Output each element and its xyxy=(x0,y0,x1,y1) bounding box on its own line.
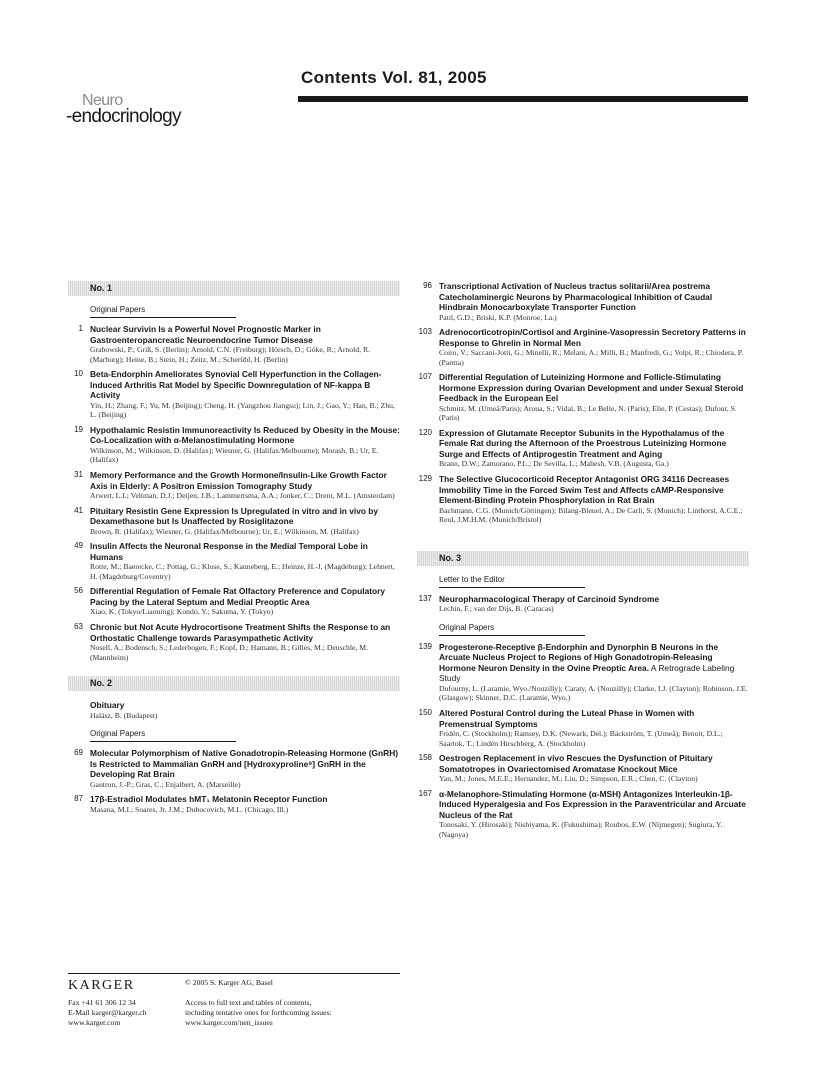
section-original-papers: Original Papers xyxy=(90,305,236,318)
toc-entry[interactable] xyxy=(417,281,749,322)
article-title: Expression of Glutamate Receptor Subunits in the Hypothalamus of the Female Rat during the Afternoon of the Proestrous Luteinizing Hormone Surge and Effects of Antiprogestin Treatment and Aging xyxy=(439,427,727,459)
article-authors: Grabowski, P.; Griß, S. (Berlin); Arnold, C.N. (Freiburg); Hörsch, D.; Göke, R.; Arnold, R. (Marburg); Heine, B.; Stein, H.; Zeitz, M.; Scherübl, H. (Berlin) xyxy=(90,345,371,364)
page-number: 1 xyxy=(78,324,83,333)
toc-entry[interactable] xyxy=(417,428,749,469)
article-authors: Yin, H.; Zhang, F.; Yu, M. (Beijing); Cheng, H. (Yangzhou Jiangsu); Lin, J.; Gao, Y.; Han, B.; Zhu, L. (Beijing) xyxy=(90,400,395,420)
toc-entry[interactable] xyxy=(68,541,400,581)
article-title: Obituary xyxy=(90,700,125,711)
toc-entry[interactable] xyxy=(68,470,400,501)
article-authors: Masana, M.I.; Soares, Jr. J.M.; Dubocovich, M.L. (Chicago, Ill.) xyxy=(90,804,289,814)
left-column xyxy=(68,281,400,820)
email-address[interactable]: E-Mail karger@karger.ch xyxy=(68,1007,147,1017)
toc-entry-obituary[interactable] xyxy=(68,700,400,720)
article-title: Neuropharmacological Therapy of Carcinoid Syndrome xyxy=(439,593,660,604)
publisher-logo: KARGER xyxy=(68,978,135,993)
copyright-notice: © 2005 S. Karger AG, Basel xyxy=(185,978,273,987)
page-title: Contents Vol. 81, 2005 xyxy=(301,68,487,87)
toc-entry[interactable] xyxy=(68,622,400,662)
toc-entry[interactable] xyxy=(68,586,400,617)
article-authors: Rotte, M.; Baerecke, C.; Pottag, G.; Klose, S.; Kanneberg, E.; Heinze, H.-J. (Magdeburg); Lehnert, H. (Magdeburg/Coventry) xyxy=(90,562,395,581)
issue-header-no3: No. 3 xyxy=(417,551,749,566)
article-authors: Patil, G.D.; Briski, K.P. (Monroe, La.) xyxy=(439,312,557,322)
article-authors: Brann, D.W.; Zamorano, P.L.; De Sevilla, L.; Mahesh, V.B. (Augusta, Ga.) xyxy=(439,459,669,469)
article-authors: Yan, M.; Jones, M.E.E.; Hernandez, M.; Liu, D.; Simpson, E.R.; Chen, C. (Clayton) xyxy=(439,774,698,784)
article-title: α-Melanophore-Stimulating Hormone (α-MSH) Antagonizes Interleukin-1β-Induced Hyperalgesia and Fos Expression in the Paraventricular and Arcuate Nucleus of the Rat xyxy=(439,788,746,820)
publisher-contact xyxy=(68,998,147,1027)
page-number: 103 xyxy=(418,327,432,337)
page-number: 56 xyxy=(74,586,83,596)
issue-header-no1: No. 1 xyxy=(68,281,400,296)
page-number: 137 xyxy=(418,593,432,603)
page-number: 31 xyxy=(74,470,83,480)
fax-number: Fax +41 61 306 12 34 xyxy=(68,998,136,1007)
article-title: Pituitary Resistin Gene Expression Is Upregulated in vitro and in vivo by Dexamethasone but Is Unaffected by Rosiglitazone xyxy=(90,505,379,527)
article-authors: Bachmann, C.G. (Munich/Göttingen); Bilang-Bleuel, A.; De Carli, S. (Munich); Linthorst, A.C.E.; Reul, J.M.H.M. (Munich/Bristol) xyxy=(439,505,743,525)
journal-logo xyxy=(66,93,181,126)
page-number: 107 xyxy=(418,372,432,382)
section-original-papers: Original Papers xyxy=(439,623,585,636)
logo-top: Neuro xyxy=(82,92,123,109)
page-number: 19 xyxy=(74,424,83,434)
page-number: 63 xyxy=(74,622,83,632)
toc-entry[interactable] xyxy=(68,506,400,537)
page-number: 158 xyxy=(418,753,432,763)
toc-entry[interactable] xyxy=(68,369,400,420)
page-number: 139 xyxy=(418,641,432,651)
toc-entry[interactable] xyxy=(68,324,400,364)
access-notice xyxy=(185,998,332,1027)
website-link[interactable]: www.karger.com xyxy=(68,1017,121,1027)
section-letter-to-editor: Letter to the Editor xyxy=(439,575,585,588)
toc-entry[interactable] xyxy=(417,327,749,367)
article-authors: Dufourny, L. (Laramie, Wyo./Nouzilly); Caraty, A. (Nouzilly); Clarke, I.J. (Clayton); Robinson, J.E. (Glasgow); Skinner, D.C. (Laramie, Wyo.) xyxy=(439,683,748,703)
access-url-link[interactable]: www.karger.com/nen_issues xyxy=(185,1017,273,1027)
logo-bottom: -endocrinology xyxy=(66,106,181,127)
toc-entry[interactable] xyxy=(417,372,749,423)
issue-header-no2: No. 2 xyxy=(68,676,400,691)
article-title xyxy=(439,642,749,684)
article-title: Memory Performance and the Growth Hormone/Insulin-Like Growth Factor Axis in Elderly: A Positron Emission Tomography Study xyxy=(90,470,387,491)
footer-rule xyxy=(68,973,400,974)
article-title: Beta-Endorphin Ameliorates Synovial Cell Hyperfunction in the Collagen-Induced Arthritis Rat Model by Specific Downregulation of NF-kappa B Activity xyxy=(90,369,382,401)
toc-entry[interactable] xyxy=(68,794,400,814)
article-authors: Gautron, J.-P.; Gras, C.; Enjalbert, A. (Marseille) xyxy=(90,779,241,789)
page-number: 129 xyxy=(418,474,432,484)
article-title: Differential Regulation of Female Rat Olfactory Preference and Copulatory Pacing by the Lateral Septum and Medial Preoptic Area xyxy=(90,586,386,607)
article-authors: Lechin, F.; van der Dijs, B. (Caracas) xyxy=(439,604,554,614)
article-title: Transcriptional Activation of Nucleus tractus solitarii/Area postrema Catecholaminergic Neurons by Pharmacological Inhibition of Caudal Hindbrain Monocarboxylate Transporter Function xyxy=(439,281,713,312)
toc-entry[interactable] xyxy=(417,474,749,525)
article-title: Nuclear Survivin Is a Powerful Novel Prognostic Marker in Gastroenteropancreatic Neuroendocrine Tumor Disease xyxy=(90,324,321,345)
article-title: 17β-Estradiol Modulates hMT₁ Melatonin Receptor Function xyxy=(90,794,328,805)
article-title: Altered Postural Control during the Luteal Phase in Women with Premenstrual Symptoms xyxy=(439,708,695,729)
page-number: 69 xyxy=(74,748,83,758)
page-number: 10 xyxy=(74,369,83,379)
toc-entry[interactable] xyxy=(68,748,400,789)
article-authors: Brown, R. (Halifax); Wiesner, G. (Halifax/Melbourne); Ur, E.; Wilkinson, M. (Halifax) xyxy=(90,526,359,536)
toc-entry[interactable] xyxy=(417,594,749,614)
article-authors: Wilkinson, M.; Wilkinson, D. (Halifax); Wiesner, G. (Halifax/Melbourne); Morash, B.; Ur, E. (Halifax) xyxy=(90,445,379,465)
page-number: 120 xyxy=(418,427,432,437)
article-authors: Fridén, C. (Stockholm); Ramsey, D.K. (Newark, Del.); Bäckström, T. (Umeå); Benoit, D.L.; Saartok, T.; Lindén Hirschberg, A. (Stockholm) xyxy=(439,729,723,748)
article-authors: Nosell, A.; Bodensch, S.; Lederbogen, F.; Kopf, D.; Hamann, B.; Gilles, M.; Deuschle, M. (Mannheim) xyxy=(90,643,369,662)
article-subtitle: A Retrograde Labeling Study xyxy=(439,662,735,684)
article-authors: Coiro, V.; Saccani-Jotti, G.; Minelli, R.; Melani, A.; Milli, B.; Manfredi, G.; Volpi, R.; Chiodera, P. (Parma) xyxy=(439,348,744,367)
page-number: 96 xyxy=(423,281,432,290)
article-title: Molecular Polymorphism of Native Gonadotropin-Releasing Hormone (GnRH) Is Restricted to Mammalian GnRH and [Hydroxyproline⁹] GnRH in the Developing Rat Brain xyxy=(90,748,399,780)
article-title: The Selective Glucocorticoid Receptor Antagonist ORG 34116 Decreases Immobility Time in the Forced Swim Test and Affects cAMP-Responsive Element-Binding Protein Phosphorylation in Rat Brain xyxy=(439,474,730,506)
access-line-1: Access to full text and tables of contents, xyxy=(185,998,312,1007)
article-authors: Tonosaki, Y. (Hirosaki); Nishiyama, K. (Fukushima); Roubos, E.W. (Nijmegen); Sugiura, Y. (Nagoya) xyxy=(439,820,723,839)
title-rule xyxy=(298,96,748,102)
article-authors: Arwert, L.I.; Veltman, D.J.; Deijen, J.B.; Lammertsma, A.A.; Jonker, C.; Drent, M.L. (Amsterdam) xyxy=(90,491,395,501)
article-authors: Schmitz, M. (Umeå/Paris); Aroua, S.; Vidal, B.; Le Belle, N. (Paris); Elie, P. (Cestas); Dufour, S. (Paris) xyxy=(439,403,737,423)
article-title: Oestrogen Replacement in vivo Rescues the Dysfunction of Pituitary Somatotropes in Ovariectomised Aromatase Knockout Mice xyxy=(439,753,713,774)
article-title-main: Progesterone-Receptive β-Endorphin and Dynorphin B Neurons in the Arcuate Nucleus Project to Regions of High Gonadotropin-Releasing Hormone Neuron Density in the Ovine Preoptic Area. xyxy=(439,641,719,673)
page-number: 150 xyxy=(418,708,432,718)
page-number: 167 xyxy=(418,788,432,798)
section-original-papers: Original Papers xyxy=(90,729,236,742)
page-number: 49 xyxy=(74,541,83,551)
right-column xyxy=(417,281,749,845)
access-line-2: including tentative ones for forthcoming issues: xyxy=(185,1007,332,1017)
toc-entry[interactable] xyxy=(417,708,749,748)
page-number: 87 xyxy=(74,794,83,804)
article-title: Chronic but Not Acute Hydrocortisone Treatment Shifts the Response to an Orthostatic Challenge towards Parasympathetic Activity xyxy=(90,622,391,643)
toc-entry[interactable] xyxy=(417,753,749,784)
article-title: Differential Regulation of Luteinizing Hormone and Follicle-Stimulating Hormone Expression during Ovarian Development and under Sexual Steroid Feedback in the European Eel xyxy=(439,372,744,404)
article-title: Insulin Affects the Neuronal Response in the Medial Temporal Lobe in Humans xyxy=(90,541,368,562)
article-authors: Halász, B. (Budapest) xyxy=(90,710,158,720)
page-number: 41 xyxy=(74,505,83,515)
article-title: Adrenocorticotropin/Cortisol and Arginine-Vasopressin Secretory Patterns in Response to Ghrelin in Normal Men xyxy=(439,327,746,348)
toc-entry[interactable] xyxy=(417,789,749,840)
toc-entry[interactable] xyxy=(417,642,749,703)
article-title: Hypothalamic Resistin Immunoreactivity Is Reduced by Obesity in the Mouse: Co-Localization with α-Melanostimulating Hormone xyxy=(90,424,400,446)
article-authors: Xiao, K. (Tokyo/Liaoning); Kondo, Y.; Sakuma, Y. (Tokyo) xyxy=(90,607,274,617)
toc-entry[interactable] xyxy=(68,425,400,465)
